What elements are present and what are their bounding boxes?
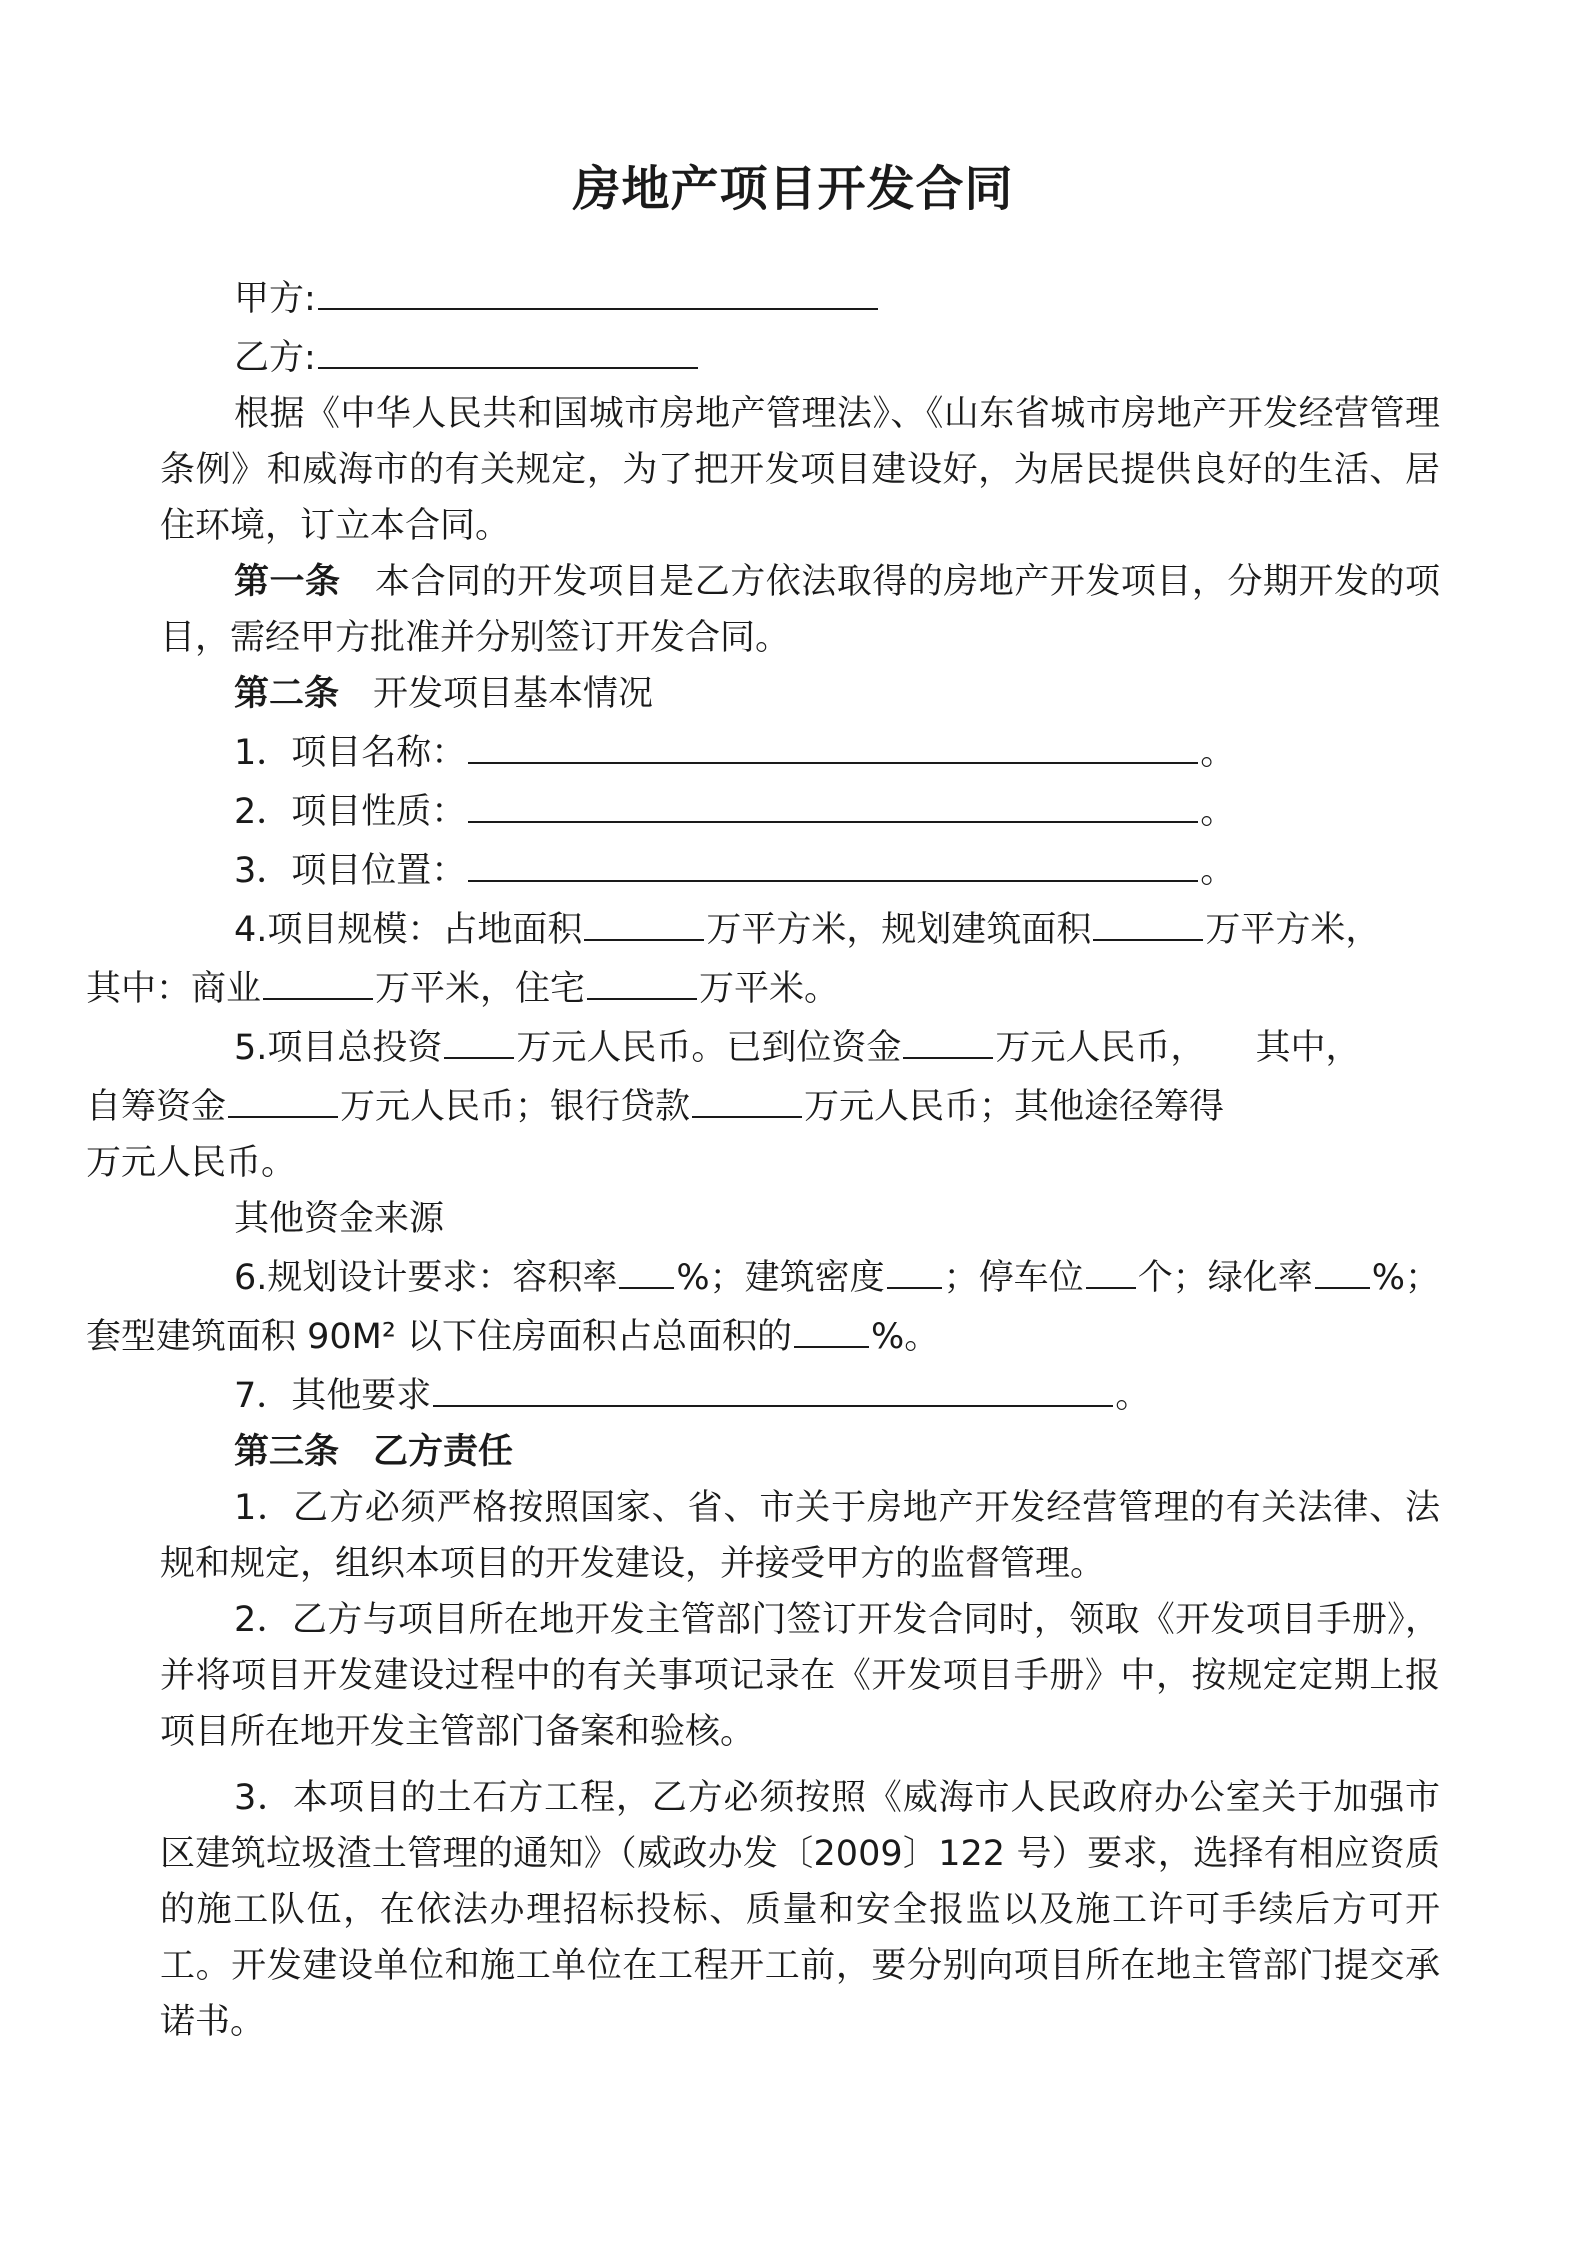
other-requirements-blank[interactable] [433, 1365, 1113, 1407]
residential-area-blank[interactable] [587, 958, 697, 1000]
item-4-project-scale [86, 899, 1440, 1017]
item-6-planning [86, 1247, 1440, 1365]
item-1-period: 。 [1200, 733, 1236, 773]
item-7-other-requirements [160, 1365, 1440, 1424]
intro-paragraph: 根据《中华人民共和国城市房地产管理法》、《山东省城市房地产开发经营管理条例》和威海市的有关规定，为了把开发项目建设好，为居民提供良好的生活、居住环境，订立本合同。 [160, 394, 1440, 546]
article-3-clause-3: 3．本项目的土石方工程，乙方必须按照《威海市人民政府办公室关于加强市区建筑垃圾渣土管理的通知》（威政办发〔2009〕122 号）要求，选择有相应资质的施工队伍，在依法办理招标投标、质量和安全报监以及施工许可手续后方可开工。开发建设单位和施工单位在工程开工前，要分别向项目所在地主管部门提交承诺书。 [160, 1778, 1440, 2042]
article-1-heading: 第一条 [234, 562, 341, 602]
project-name-blank[interactable] [468, 722, 1198, 764]
bank-loan-blank[interactable] [692, 1076, 802, 1118]
item-1-project-name [160, 722, 1440, 781]
item-6-text-e: %； [1371, 1258, 1440, 1298]
party-b-blank[interactable] [318, 327, 698, 369]
article-2-heading: 第二条 [234, 674, 340, 714]
article-1-text: 本合同的开发项目是乙方依法取得的房地产开发项目，分期开发的项目，需经甲方批准并分别签订开发合同。 [160, 562, 1440, 658]
article-3-clause-2: 2．乙方与项目所在地开发主管部门签订开发合同时，领取《开发项目手册》，并将项目开发建设过程中的有关事项记录在《开发项目手册》中，按规定定期上报项目所在地开发主管部门备案和验核。 [160, 1600, 1440, 1752]
document-title: 房地产项目开发合同 [572, 161, 1014, 217]
green-ratio-blank[interactable] [1315, 1247, 1370, 1289]
small-unit-ratio-blank[interactable] [794, 1306, 869, 1348]
item-5-text-h: 万元人民币。 [86, 1143, 297, 1183]
document-body [86, 268, 1440, 2050]
item-6-text-f: 套型建筑面积 90M² 以下住房面积占总面积的 [86, 1317, 793, 1357]
self-raised-funds-blank[interactable] [228, 1076, 338, 1118]
item-1-label: 1．项目名称： [234, 733, 467, 773]
article-3-clause-1: 1．乙方必须严格按照国家、省、市关于房地产开发经营管理的有关法律、法规和规定，组织本项目的开发建设，并接受甲方的监督管理。 [160, 1488, 1440, 1584]
item-4-text-e: 万平米，住宅 [375, 969, 586, 1009]
item-2-period: 。 [1200, 792, 1236, 832]
item-5-text-c: 万元人民币， [995, 1028, 1206, 1068]
article-1 [160, 554, 1440, 666]
item-5-text-f: 万元人民币；银行贷款 [340, 1087, 691, 1127]
article-2-text: 开发项目基本情况 [373, 674, 654, 714]
item-5-text-b: 万元人民币。已到位资金 [516, 1028, 902, 1068]
planned-area-blank[interactable] [1093, 899, 1203, 941]
item-6-text-d: 个；绿化率 [1137, 1258, 1313, 1298]
project-nature-blank[interactable] [468, 781, 1198, 823]
parking-spaces-blank[interactable] [1086, 1247, 1136, 1289]
item-6-text-g: %。 [871, 1317, 940, 1357]
item-5-text-e: 自筹资金 [86, 1087, 227, 1127]
item-5-other-sources: 其他资金来源 [234, 1199, 445, 1239]
item-6-text-a: 6.规划设计要求：容积率 [234, 1258, 618, 1298]
item-2-label: 2．项目性质： [234, 792, 467, 832]
article-3-text: 乙方责任 [373, 1432, 514, 1472]
party-b-line [160, 327, 1440, 386]
item-3-period: 。 [1200, 851, 1236, 891]
project-location-blank[interactable] [468, 840, 1198, 882]
item-4-text-a: 4.项目规模：占地面积 [234, 910, 583, 950]
building-density-blank[interactable] [887, 1247, 942, 1289]
item-3-label: 3．项目位置： [234, 851, 467, 891]
article-2 [160, 666, 1440, 722]
party-a-label: 甲方: [234, 279, 316, 319]
item-4-text-f: 万平米。 [699, 969, 840, 1009]
article-3 [160, 1424, 1440, 1480]
item-5-text-a: 5.项目总投资 [234, 1028, 443, 1068]
item-5-text-d: 其中， [1255, 1028, 1361, 1068]
item-4-text-d: 其中：商业 [86, 969, 262, 1009]
plot-ratio-blank[interactable] [619, 1247, 674, 1289]
party-b-label: 乙方: [234, 338, 316, 378]
item-4-text-b: 万平方米，规划建筑面积 [706, 910, 1092, 950]
item-4-text-c: 万平方米， [1205, 910, 1381, 950]
item-6-text-b: %；建筑密度 [676, 1258, 885, 1298]
commercial-area-blank[interactable] [263, 958, 373, 1000]
article-3-heading: 第三条 [234, 1432, 340, 1472]
total-investment-blank[interactable] [444, 1017, 514, 1059]
item-7-period: 。 [1115, 1376, 1151, 1416]
party-a-line [160, 268, 1440, 327]
funds-in-place-blank[interactable] [903, 1017, 993, 1059]
item-5-text-g: 万元人民币；其他途径筹得 [804, 1087, 1225, 1127]
item-7-label: 7．其他要求 [234, 1376, 432, 1416]
item-3-project-location [160, 840, 1440, 899]
item-6-text-c: ；停车位 [943, 1258, 1084, 1298]
land-area-blank[interactable] [584, 899, 704, 941]
item-5-investment [86, 1017, 1440, 1191]
party-a-blank[interactable] [318, 268, 878, 310]
item-2-project-nature [160, 781, 1440, 840]
